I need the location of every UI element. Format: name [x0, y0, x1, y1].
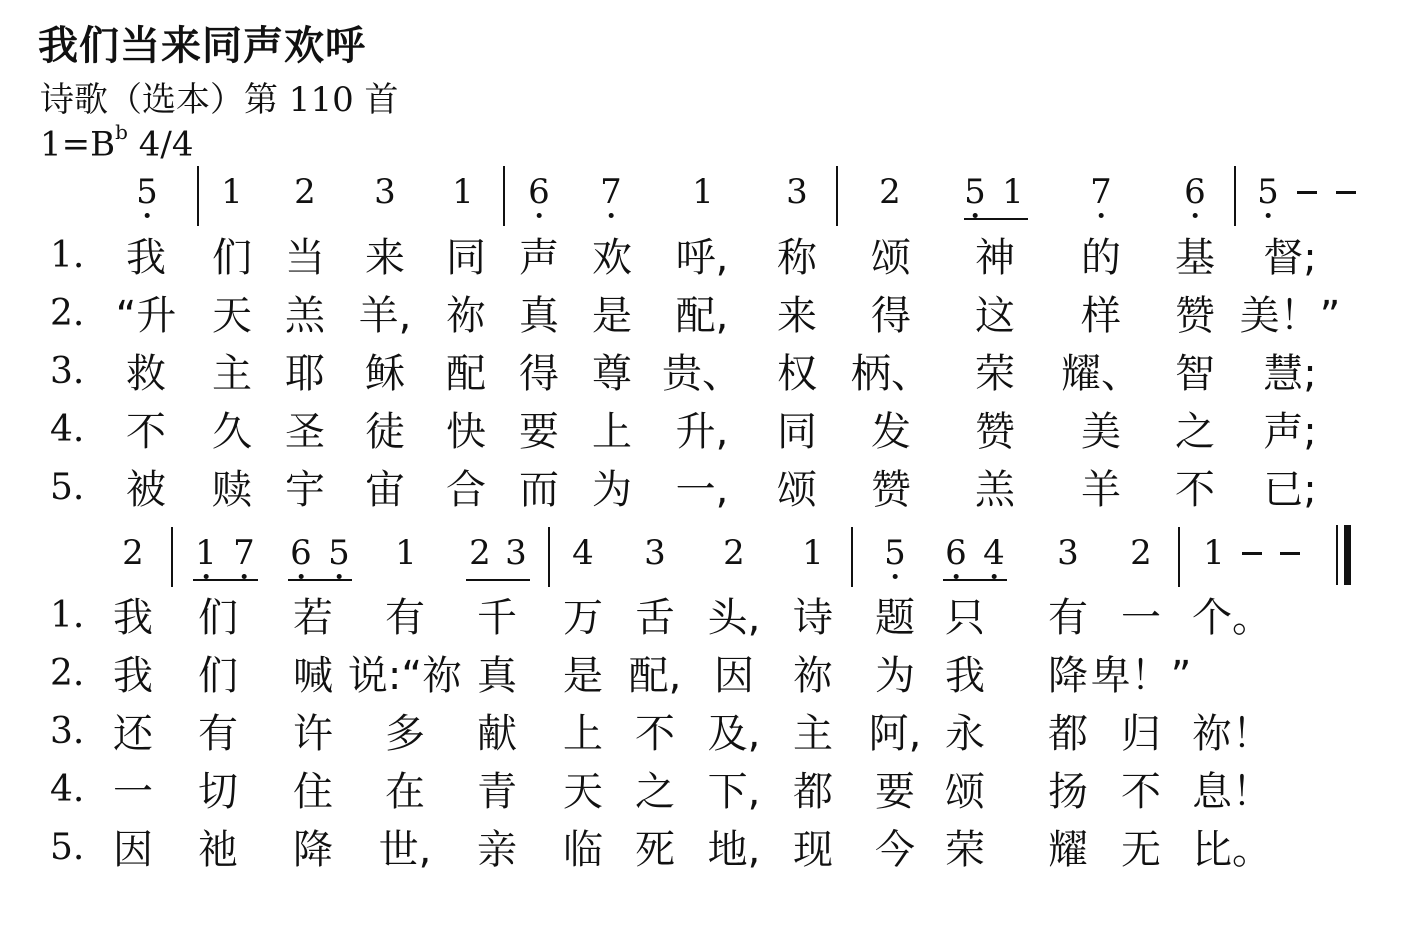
hymn-subtitle: 诗歌（选本）第 110 首 — [40, 80, 399, 120]
lyric-syllable: 降 — [1048, 653, 1088, 699]
lyric-syllable: 羔 — [975, 467, 1015, 513]
lyric-syllable: 下, — [707, 769, 761, 815]
lyric-syllable: 地, — [707, 827, 761, 873]
octave-dot-below — [536, 213, 541, 218]
lyric-syllable: 都 — [793, 769, 833, 815]
note: 1 — [221, 172, 243, 212]
note: 3 — [786, 172, 808, 212]
lyric-syllable: 有 — [198, 711, 238, 757]
note: 1 — [395, 533, 417, 573]
lyric-syllable: 来 — [365, 235, 405, 281]
lyric-syllable: 羊 — [1081, 467, 1121, 513]
note: 6 — [528, 172, 550, 212]
lyric-syllable: 扬 — [1048, 769, 1088, 815]
lyric-syllable: 住 — [293, 769, 333, 815]
verse-number: 4. — [50, 409, 85, 450]
hold-dash — [1242, 552, 1262, 555]
lyric-syllable: 配, — [675, 293, 729, 339]
octave-dot-below — [608, 213, 613, 218]
key-flat: b — [115, 120, 128, 144]
lyric-syllable: 得 — [519, 351, 559, 397]
lyric-syllable: 祢 — [446, 293, 486, 339]
lyric-syllable: 发 — [871, 409, 911, 455]
octave-dot-below — [144, 213, 149, 218]
lyric-syllable: 我 — [113, 653, 153, 699]
note: 7 — [233, 533, 255, 573]
lyric-syllable: 合 — [446, 467, 486, 513]
lyric-syllable: 万 — [563, 595, 603, 641]
lyric-syllable: 我 — [945, 653, 985, 699]
lyric-syllable: 比。 — [1192, 827, 1272, 873]
lyric-syllable: 之 — [1175, 409, 1215, 455]
lyric-syllable: 天 — [563, 769, 603, 815]
lyric-syllable: 赞 — [975, 409, 1015, 455]
lyric-syllable: 样 — [1081, 293, 1121, 339]
lyric-syllable: 称 — [777, 235, 817, 281]
lyric-syllable: 献 — [477, 711, 517, 757]
lyric-syllable: 要 — [519, 409, 559, 455]
note: 6 — [945, 533, 967, 573]
lyric-syllable: 有 — [1048, 595, 1088, 641]
lyric-syllable: 都 — [1048, 711, 1088, 757]
lyric-syllable: 天 — [212, 293, 252, 339]
lyric-syllable: 因 — [113, 827, 153, 873]
lyric-syllable: 权 — [777, 351, 817, 397]
lyric-syllable: 配 — [446, 351, 486, 397]
lyric-syllable: 赞 — [871, 467, 911, 513]
lyric-syllable: 贵、 — [662, 351, 742, 397]
note: 3 — [374, 172, 396, 212]
lyric-syllable: 若 — [293, 595, 333, 641]
lyric-syllable: 降 — [293, 827, 333, 873]
final-bar-thick — [1344, 525, 1351, 585]
note: 1 — [1203, 533, 1225, 573]
lyric-syllable: 一 — [1121, 595, 1161, 641]
lyric-syllable: 呼, — [675, 235, 729, 281]
lyric-syllable: 祢！ — [1192, 711, 1272, 757]
lyric-syllable: 许 — [293, 711, 333, 757]
note: 2 — [723, 533, 745, 573]
lyric-syllable: 死 — [635, 827, 675, 873]
eighth-underline — [964, 218, 1028, 220]
octave-dot-below — [1265, 213, 1270, 218]
lyric-syllable: 主 — [793, 711, 833, 757]
lyric-syllable: 美！” — [1239, 293, 1341, 339]
lyric-syllable: 因 — [714, 653, 754, 699]
lyric-syllable: 不 — [126, 409, 166, 455]
lyric-syllable: 主 — [212, 351, 252, 397]
lyric-syllable: 同 — [446, 235, 486, 281]
lyric-syllable: 不 — [1175, 467, 1215, 513]
note: 5 — [328, 533, 350, 573]
lyric-syllable: 上 — [563, 711, 603, 757]
lyric-syllable: 是 — [592, 293, 632, 339]
note: 1 — [452, 172, 474, 212]
lyric-syllable: 们 — [198, 653, 238, 699]
lyric-syllable: 慧; — [1263, 351, 1317, 397]
lyric-syllable: 神 — [975, 235, 1015, 281]
lyric-syllable: 美 — [1081, 409, 1121, 455]
lyric-syllable: 欢 — [592, 235, 632, 281]
note: 7 — [600, 172, 622, 212]
lyric-syllable: 当 — [285, 235, 325, 281]
hold-dash — [1280, 552, 1300, 555]
key-signature — [40, 120, 194, 165]
lyric-syllable: 个。 — [1192, 595, 1272, 641]
lyric-syllable: 诗 — [793, 595, 833, 641]
lyric-syllable: 被 — [126, 467, 166, 513]
note: 1 — [195, 533, 217, 573]
lyric-syllable: 稣 — [365, 351, 405, 397]
verse-number: 3. — [50, 351, 85, 392]
lyric-syllable: 声 — [519, 235, 559, 281]
note: 4 — [983, 533, 1005, 573]
lyric-syllable: 现 — [793, 827, 833, 873]
lyric-syllable: 亲 — [477, 827, 517, 873]
lyric-syllable: 颂 — [945, 769, 985, 815]
lyric-syllable: 一 — [113, 769, 153, 815]
final-bar-thin — [1336, 525, 1338, 585]
lyric-syllable: 头, — [707, 595, 761, 641]
lyric-syllable: “升 — [115, 293, 177, 339]
note: 2 — [1130, 533, 1152, 573]
verse-number: 1. — [50, 595, 85, 636]
lyric-syllable: 不 — [635, 711, 675, 757]
lyric-syllable: 还 — [113, 711, 153, 757]
lyric-syllable: 羊, — [358, 293, 412, 339]
lyric-syllable: 圣 — [285, 409, 325, 455]
bar-line — [1178, 527, 1180, 587]
verse-number: 5. — [50, 827, 85, 868]
note: 3 — [1057, 533, 1079, 573]
note: 7 — [1090, 172, 1112, 212]
lyric-syllable: 一, — [675, 467, 729, 513]
lyric-syllable: 题 — [875, 595, 915, 641]
octave-dot-below — [1192, 213, 1197, 218]
lyric-syllable: 无 — [1121, 827, 1161, 873]
lyric-syllable: 升, — [675, 409, 729, 455]
lyric-syllable: 耶 — [285, 351, 325, 397]
lyric-syllable: 世, — [378, 827, 432, 873]
verse-number: 5. — [50, 467, 85, 508]
note: 1 — [692, 172, 714, 212]
bar-line — [197, 166, 199, 226]
bar-line — [851, 527, 853, 587]
verse-number: 1. — [50, 235, 85, 276]
lyric-syllable: 要 — [875, 769, 915, 815]
note: 2 — [879, 172, 901, 212]
lyric-syllable: 卑！” — [1090, 653, 1192, 699]
lyric-syllable: 真 — [477, 653, 517, 699]
lyric-syllable: 息！ — [1192, 769, 1272, 815]
eighth-underline — [288, 579, 352, 581]
note: 5 — [1257, 172, 1279, 212]
lyric-syllable: 今 — [875, 827, 915, 873]
note: 3 — [644, 533, 666, 573]
lyric-syllable: 为 — [875, 653, 915, 699]
lyric-syllable: 们 — [212, 235, 252, 281]
lyric-syllable: 只 — [945, 595, 985, 641]
lyric-syllable: 配, — [628, 653, 682, 699]
lyric-syllable: 切 — [198, 769, 238, 815]
lyric-syllable: 有 — [385, 595, 425, 641]
note: 2 — [122, 533, 144, 573]
lyric-syllable: 基 — [1175, 235, 1215, 281]
verse-number: 3. — [50, 711, 85, 752]
note: 1 — [1002, 172, 1024, 212]
lyric-syllable: 来 — [777, 293, 817, 339]
lyric-syllable: 赎 — [212, 467, 252, 513]
hold-dash — [1297, 191, 1317, 194]
note: 4 — [572, 533, 594, 573]
lyric-syllable: 徒 — [365, 409, 405, 455]
lyric-syllable: 得 — [871, 293, 911, 339]
lyric-syllable: 赞 — [1175, 293, 1215, 339]
note: 1 — [802, 533, 824, 573]
lyric-syllable: 智 — [1175, 351, 1215, 397]
bar-line — [836, 166, 838, 226]
lyric-syllable: 救 — [126, 351, 166, 397]
lyric-syllable: 荣 — [975, 351, 1015, 397]
lyric-syllable: 阿, — [868, 711, 922, 757]
verse-number: 2. — [50, 653, 85, 694]
note: 2 — [294, 172, 316, 212]
lyric-syllable: 真 — [519, 293, 559, 339]
lyric-syllable: 上 — [592, 409, 632, 455]
verse-number: 2. — [50, 293, 85, 334]
lyric-syllable: 归 — [1121, 711, 1161, 757]
lyric-syllable: 喊 — [293, 653, 333, 699]
lyric-syllable: 永 — [945, 711, 985, 757]
lyric-syllable: 为 — [592, 467, 632, 513]
lyric-syllable: 说:“祢 — [347, 653, 463, 699]
eighth-underline — [193, 579, 258, 581]
verse-number: 4. — [50, 769, 85, 810]
lyric-syllable: 舌 — [635, 595, 675, 641]
lyric-syllable: 临 — [563, 827, 603, 873]
bar-line — [503, 166, 505, 226]
lyric-syllable: 羔 — [285, 293, 325, 339]
bar-line — [1234, 166, 1236, 226]
bar-line — [548, 527, 550, 587]
lyric-syllable: 之 — [635, 769, 675, 815]
lyric-syllable: 尊 — [592, 351, 632, 397]
lyric-syllable: 颂 — [777, 467, 817, 513]
lyric-syllable: 宙 — [365, 467, 405, 513]
lyric-syllable: 不 — [1121, 769, 1161, 815]
lyric-syllable: 已; — [1263, 467, 1317, 513]
key-base: 1=B — [40, 124, 116, 165]
lyric-syllable: 的 — [1081, 235, 1121, 281]
octave-dot-below — [892, 574, 897, 579]
hold-dash — [1336, 191, 1356, 194]
lyric-syllable: 而 — [519, 467, 559, 513]
lyric-syllable: 颂 — [871, 235, 911, 281]
eighth-underline — [943, 579, 1007, 581]
lyric-syllable: 我 — [113, 595, 153, 641]
note: 5 — [884, 533, 906, 573]
lyric-syllable: 督; — [1263, 235, 1317, 281]
note: 2 — [469, 533, 491, 573]
lyric-syllable: 耀 — [1048, 827, 1088, 873]
eighth-underline — [466, 579, 530, 581]
lyric-syllable: 荣 — [945, 827, 985, 873]
lyric-syllable: 声; — [1263, 409, 1317, 455]
note: 6 — [290, 533, 312, 573]
bar-line — [171, 527, 173, 587]
lyric-syllable: 宇 — [285, 467, 325, 513]
lyric-syllable: 祂 — [198, 827, 238, 873]
lyric-syllable: 耀、 — [1061, 351, 1141, 397]
lyric-syllable: 快 — [446, 409, 486, 455]
lyric-syllable: 这 — [975, 293, 1015, 339]
note: 6 — [1184, 172, 1206, 212]
lyric-syllable: 柄、 — [851, 351, 931, 397]
lyric-syllable: 们 — [198, 595, 238, 641]
hymn-title: 我们当来同声欢呼 — [38, 23, 366, 69]
lyric-syllable: 青 — [477, 769, 517, 815]
lyric-syllable: 祢 — [793, 653, 833, 699]
note: 3 — [505, 533, 527, 573]
note: 5 — [136, 172, 158, 212]
lyric-syllable: 久 — [212, 409, 252, 455]
lyric-syllable: 在 — [385, 769, 425, 815]
lyric-syllable: 千 — [477, 595, 517, 641]
lyric-syllable: 同 — [777, 409, 817, 455]
lyric-syllable: 我 — [126, 235, 166, 281]
lyric-syllable: 及, — [707, 711, 761, 757]
lyric-syllable: 是 — [563, 653, 603, 699]
meter: 4/4 — [138, 124, 194, 165]
lyric-syllable: 多 — [385, 711, 425, 757]
note: 5 — [964, 172, 986, 212]
octave-dot-below — [1098, 213, 1103, 218]
